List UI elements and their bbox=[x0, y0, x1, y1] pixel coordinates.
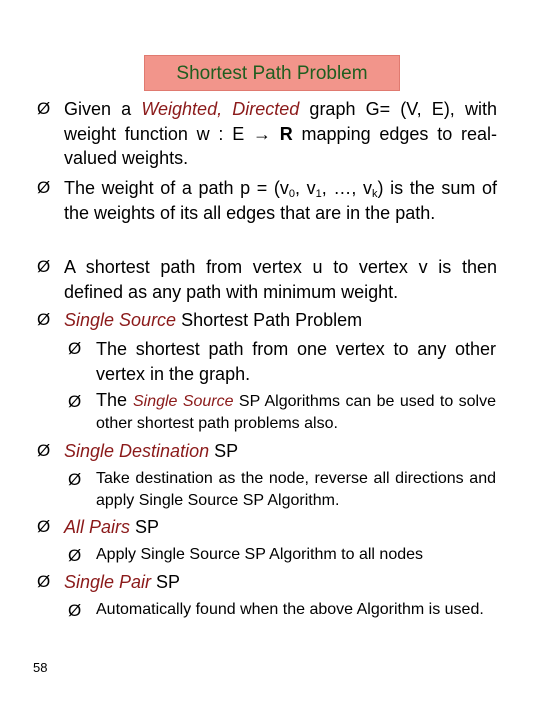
text: Automatically found when the above Algorithm is used. bbox=[96, 601, 484, 618]
text: graph G= (V, E), with weight function w : E → bbox=[64, 99, 497, 144]
arrow-bullet-icon: Ø bbox=[68, 339, 82, 358]
text: Take destination as the node, reverse all directions and apply Single Source SP Algorithm. bbox=[96, 470, 496, 509]
term-single-source: Single Source bbox=[64, 310, 177, 330]
text: mapping edges to real-valued weights. bbox=[64, 123, 497, 168]
text: A shortest path from vertex u to vertex v is then defined as any path with minimum weight. bbox=[64, 257, 497, 302]
sub-bullet-one-to-any bbox=[68, 337, 496, 386]
term-single-destination: Single Destination bbox=[64, 441, 210, 461]
arrow-bullet-icon: Ø bbox=[37, 441, 51, 460]
term-single-source: Single Source bbox=[132, 393, 234, 410]
text: The shortest path from one vertex to any other vertex in the graph. bbox=[96, 339, 496, 384]
text: The bbox=[96, 390, 133, 410]
bullet-single-source bbox=[37, 308, 497, 333]
text: SP bbox=[151, 572, 181, 592]
subscript: 0 bbox=[288, 188, 296, 200]
text: SP Algorithms can be used to solve other shortest path problems also. bbox=[96, 393, 496, 432]
page-number: 58 bbox=[33, 660, 48, 675]
bullet-shortest-path-def bbox=[37, 255, 497, 304]
sub-bullet-automatically-found bbox=[68, 599, 496, 621]
arrow-bullet-icon: Ø bbox=[37, 257, 51, 276]
term-single-pair: Single Pair bbox=[64, 572, 152, 592]
text: Given a bbox=[64, 99, 142, 119]
bullet-weighted-graph bbox=[37, 97, 497, 171]
subscript: 1 bbox=[315, 188, 322, 200]
arrow-bullet-icon: Ø bbox=[37, 572, 51, 591]
arrow-bullet-icon: Ø bbox=[37, 517, 51, 536]
arrow-bullet-icon: Ø bbox=[68, 392, 82, 411]
text: The weight of a path p = (v bbox=[64, 178, 289, 198]
bullet-single-pair bbox=[37, 570, 497, 595]
text: SP bbox=[130, 517, 160, 537]
bullet-all-pairs bbox=[37, 515, 497, 540]
arrow-bullet-icon: Ø bbox=[37, 178, 51, 197]
text: , …, v bbox=[321, 178, 373, 198]
text: ) is the sum of the weights of its all edges that are in the path. bbox=[64, 178, 497, 223]
text: SP bbox=[209, 441, 239, 461]
arrow-bullet-icon: Ø bbox=[68, 546, 82, 565]
bullet-path-weight bbox=[37, 176, 497, 225]
arrow-bullet-icon: Ø bbox=[68, 601, 82, 620]
subscript: k bbox=[372, 188, 378, 200]
slide-title: Shortest Path Problem bbox=[144, 55, 400, 91]
text: Shortest Path Problem bbox=[176, 310, 363, 330]
arrow-bullet-icon: Ø bbox=[37, 310, 51, 329]
arrow-bullet-icon: Ø bbox=[37, 99, 51, 118]
term-all-pairs: All Pairs bbox=[64, 517, 131, 537]
bullet-single-destination bbox=[37, 439, 497, 464]
text: , v bbox=[295, 178, 316, 198]
sub-bullet-reverse-directions bbox=[68, 468, 496, 511]
arrow-bullet-icon: Ø bbox=[68, 470, 82, 489]
sub-bullet-sp-algorithms bbox=[68, 390, 496, 434]
sub-bullet-apply-to-all-nodes bbox=[68, 544, 496, 566]
term-weighted-directed: Weighted, Directed bbox=[141, 99, 300, 119]
text: Apply Single Source SP Algorithm to all nodes bbox=[96, 546, 424, 563]
real-set-symbol: R bbox=[279, 123, 293, 144]
